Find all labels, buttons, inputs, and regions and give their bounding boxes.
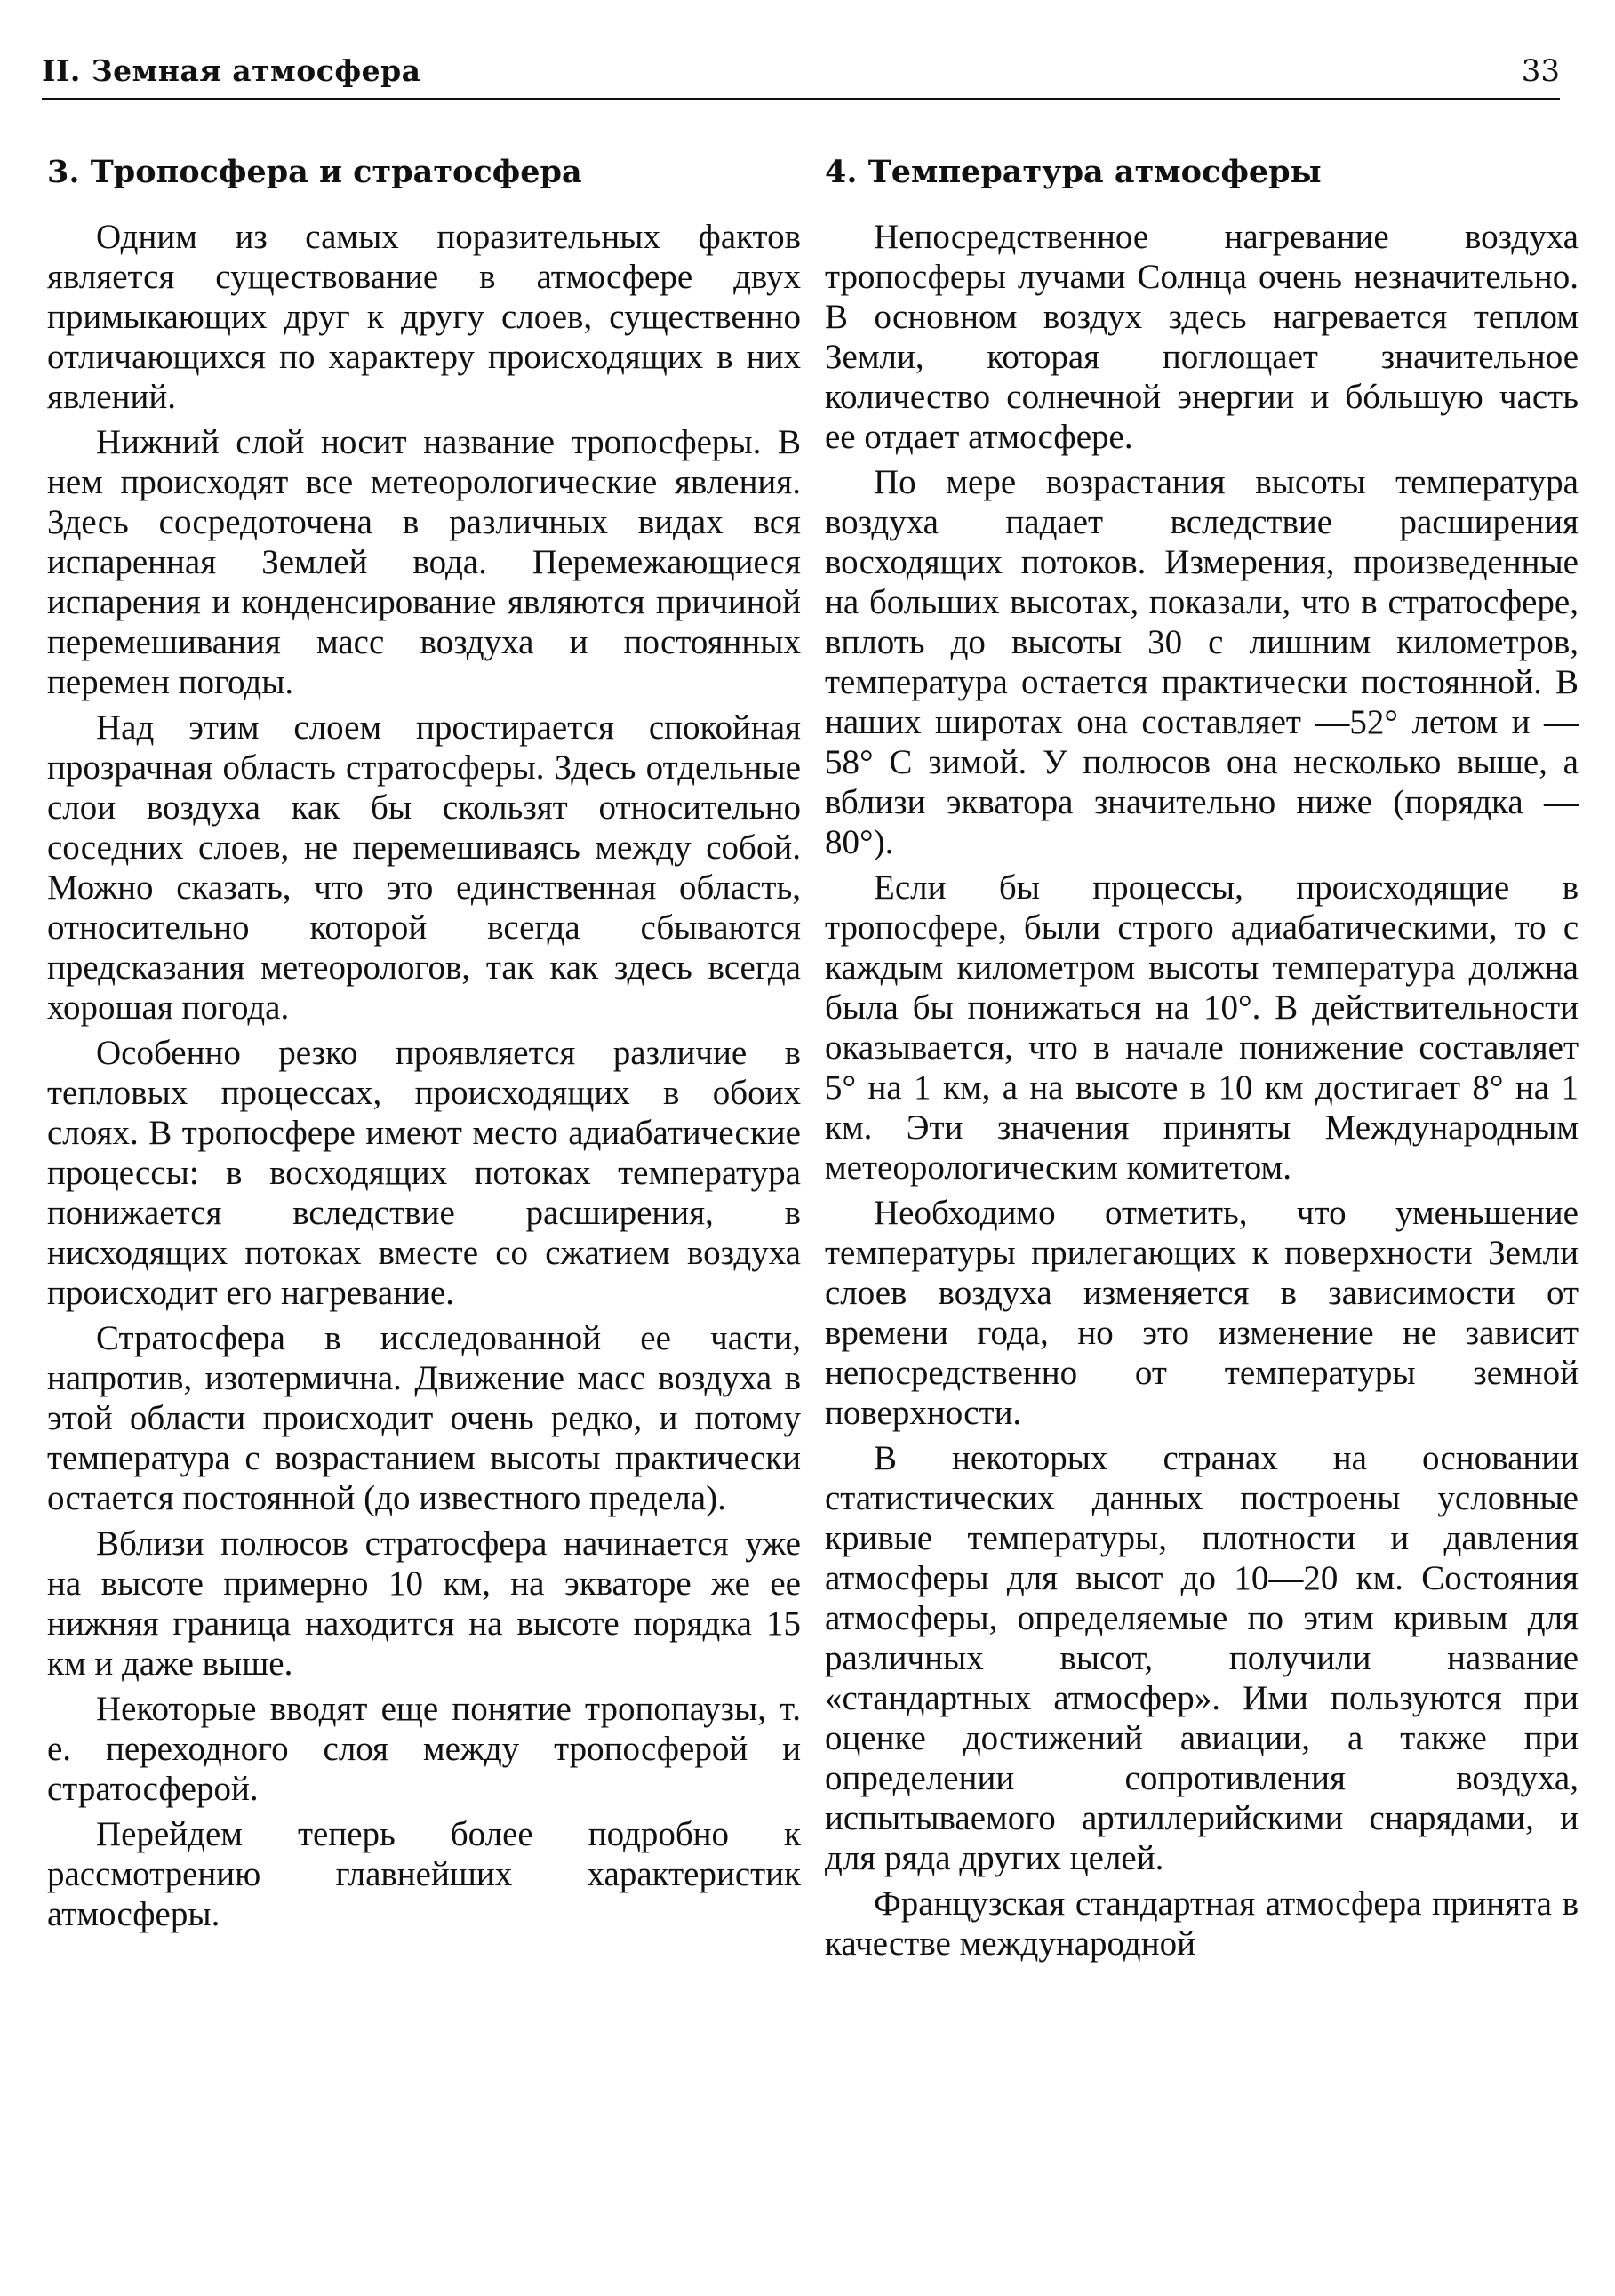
- paragraph: Необходимо отметить, что уменьшение температуры прилегающих к поверхности Земли слоев воздуха изменяется в зависимости от времени года, но это изменение не зависит непосредственно от температуры земной поверхности.: [825, 1194, 1579, 1432]
- page-number: 33: [1521, 53, 1560, 89]
- paragraph: Французская стандартная атмосфера принята в качестве международной: [825, 1884, 1579, 1963]
- right-column: [825, 153, 1579, 1964]
- paragraph: Вблизи полюсов стратосфера начинается уже на высоте примерно 10 км, на экваторе же ее нижняя граница находится на высоте порядка 15 км и даже выше.: [47, 1524, 801, 1683]
- paragraph: Над этим слоем простирается спокойная прозрачная область стратосферы. Здесь отдельные слои воздуха как бы скользят относительно соседних слоев, не перемешиваясь между собой. Можно сказать, что это единственная область, относительно которой всегда сбываются предсказания метеорологов, так как здесь всегда хорошая погода.: [47, 708, 801, 1027]
- paragraph: Особенно резко проявляется различие в тепловых процессах, происходящих в обоих слоях. В тропосфере имеют место адиабатические процессы: в восходящих потоках температура понижается вследствие расширения, в нисходящих потоках вместе со сжатием воздуха происходит его нагревание.: [47, 1034, 801, 1312]
- left-column: [47, 153, 801, 1934]
- paragraph: Некоторые вводят еще понятие тропопаузы, т. е. переходного слоя между тропосферой и стратосферой.: [47, 1690, 801, 1808]
- running-header: [42, 53, 1560, 100]
- paragraph: Нижний слой носит название тропосферы. В нем происходят все метеорологические явления. Здесь сосредоточена в различных видах вся испаренная Землей вода. Перемежающиеся испарения и конденсирование являются причиной перемешивания масс воздуха и постоянных перемен погоды.: [47, 423, 801, 701]
- section-heading-temperature: 4. Температура атмосферы: [825, 154, 1322, 190]
- paragraph: Стратосфера в исследованной ее части, напротив, изотермична. Движение масс воздуха в этой области происходит очень редко, и потому температура с возрастанием высоты практически остается постоянной (до известного предела).: [47, 1319, 801, 1517]
- running-title: II. Земная атмосфера: [42, 53, 421, 88]
- paragraph: Если бы процессы, происходящие в тропосфере, были строго адиабатическими, то с каждым километром высоты температура должна была бы понижаться на 10°. В действительности оказывается, что в начале понижение составляет 5° на 1 км, а на высоте в 10 км достигает 8° на 1 км. Эти значения приняты Международным метеорологическим комитетом.: [825, 868, 1579, 1187]
- paragraph: Перейдем теперь более подробно к рассмотрению главнейших характеристик атмосферы.: [47, 1815, 801, 1933]
- section-heading-troposphere: 3. Тропосфера и стратосфера: [47, 154, 582, 190]
- paragraph: По мере возрастания высоты температура воздуха падает вследствие расширения восходящих потоков. Измерения, произведенные на больших высотах, показали, что в стратосфере, вплоть до высоты 30 с лишним километров, температура остается практически постоянной. В наших широтах она составляет —52° летом и —58° С зимой. У полюсов она несколько выше, а вблизи экватора значительно ниже (порядка —80°).: [825, 463, 1579, 861]
- paragraph: В некоторых странах на основании статистических данных построены условные кривые температуры, плотности и давления атмосферы для высот до 10—20 км. Состояния атмосферы, определяемые по этим кривым для различных высот, получили название «стандартных атмосфер». Ими пользуются при оценке достижений авиации, а также при определении сопротивления воздуха, испытываемого артиллерийскими снарядами, и для ряда других целей.: [825, 1439, 1579, 1877]
- paragraph: Одним из самых поразительных фактов является существование в атмосфере двух примыкающих друг к другу слоев, существенно отличающихся по характеру происходящих в них явлений.: [47, 218, 801, 416]
- paragraph: Непосредственное нагревание воздуха тропосферы лучами Солнца очень незначительно. В основном воздух здесь нагревается теплом Земли, которая поглощает значительное количество солнечной энергии и бóльшую часть ее отдает атмосфере.: [825, 218, 1579, 456]
